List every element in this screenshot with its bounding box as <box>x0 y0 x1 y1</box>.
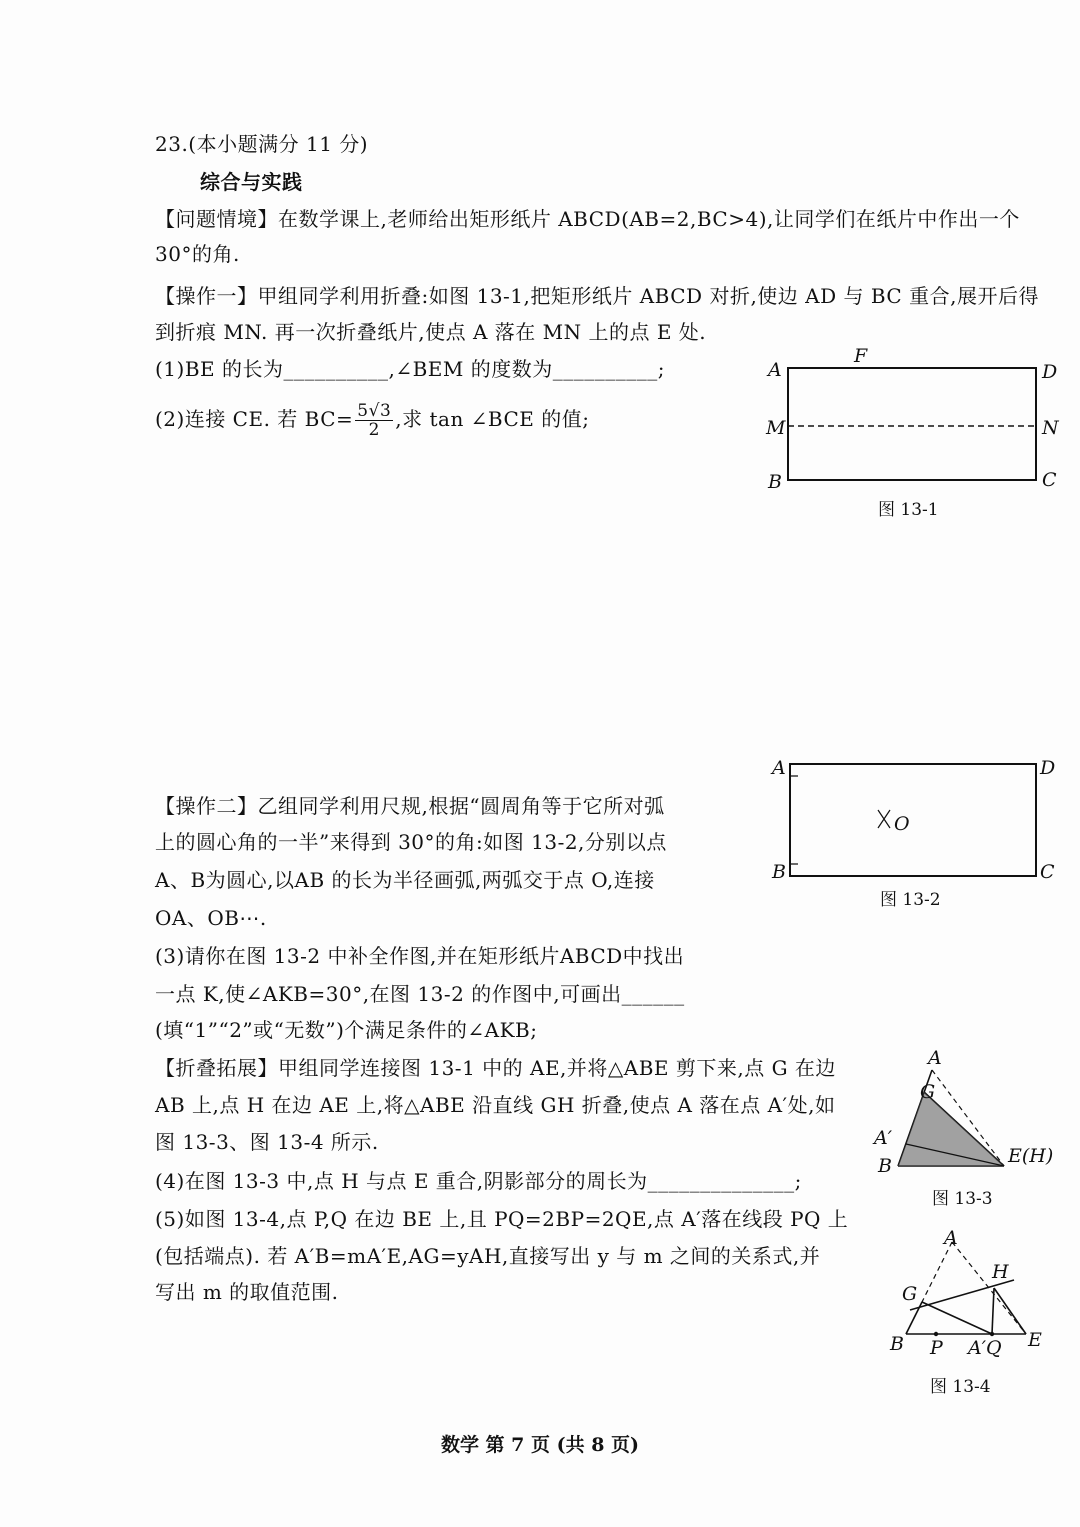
ext-line-3: 图 13-3、图 13-4 所示. <box>155 1130 379 1154</box>
figure-13-3 <box>868 1048 1068 1178</box>
q2-numerator: 5√3 <box>357 401 392 421</box>
problem-header: 23.(本小题满分 11 分) <box>155 132 369 156</box>
fig4-edge-ha1 <box>992 1288 994 1334</box>
q3-line-1: (3)请你在图 13-2 中补全作图,并在矩形纸片ABCD中找出 <box>155 944 685 968</box>
q2-suffix: ,求 tan ∠BCE 的值; <box>395 407 590 431</box>
op1-line-2: 到折痕 MN. 再一次折叠纸片,使点 A 落在 MN 上的点 E 处. <box>155 320 707 344</box>
fig4-side-he <box>994 1288 1026 1334</box>
q5-line-3: 写出 m 的取值范围. <box>155 1280 339 1304</box>
fig3-shaded-region <box>898 1092 1004 1166</box>
fig3-caption: 图 13-3 <box>932 1189 993 1209</box>
fig1-label-m: M <box>766 417 786 439</box>
fig3-label-g: G <box>920 1081 936 1103</box>
fig1-label-f: F <box>854 345 868 367</box>
fig4-label-p: P <box>930 1337 943 1359</box>
op2-line-3: A、B为圆心,以AB 的长为半径画弧,两弧交于点 O,连接 <box>155 868 655 892</box>
fig1-label-c: C <box>1042 469 1057 490</box>
fig2-label-d: D <box>1040 757 1056 779</box>
fig4-edge-ga1 <box>922 1302 992 1334</box>
q2-prefix: (2)连接 CE. 若 BC= <box>155 407 354 431</box>
fig2-rectangle <box>790 764 1036 876</box>
fig2-corner-marks <box>790 776 798 864</box>
ext-line-2: AB 上,点 H 在边 AE 上,将△ABE 沿直线 GH 折叠,使点 A 落在点 A′处,如 <box>155 1093 836 1117</box>
fig1-label-d: D <box>1042 361 1058 383</box>
fig4-label-a-prime-q: A′Q <box>968 1337 1002 1359</box>
context-line-1: 【问题情境】在数学课上,老师给出矩形纸片 ABCD(AB=2,BC>4),让同学们在纸片中作出一个 <box>155 207 1020 231</box>
context-line-2: 30°的角. <box>155 242 240 266</box>
fig2-label-b: B <box>772 861 786 883</box>
q3-line-3: (填“1”“2”或“无数”)个满足条件的∠AKB; <box>155 1018 538 1042</box>
fig4-point-a1 <box>990 1332 994 1336</box>
fig4-label-b: B <box>890 1333 904 1355</box>
q3-line-2: 一点 K,使∠AKB=30°,在图 13-2 的作图中,可画出______ <box>155 982 685 1006</box>
op2-line-2: 上的圆心角的一半”来得到 30°的角:如图 13-2,分别以点 <box>155 830 667 854</box>
fig4-label-g: G <box>902 1283 918 1305</box>
fig1-caption: 图 13-1 <box>878 500 939 520</box>
page-footer: 数学 第 7 页 (共 8 页) <box>440 1434 640 1456</box>
fig2-caption: 图 13-2 <box>880 890 941 910</box>
fig1-label-b: B <box>768 471 782 490</box>
question-1: (1)BE 的长为__________,∠BEM 的度数为__________; <box>155 357 665 381</box>
question-4: (4)在图 13-3 中,点 H 与点 E 重合,阴影部分的周长为______________; <box>155 1169 802 1193</box>
ext-line-1: 【折叠拓展】甲组同学连接图 13-1 中的 AE,并将△ABE 剪下来,点 G 在边 <box>155 1056 836 1080</box>
fig4-label-e: E <box>1028 1329 1042 1351</box>
fig2-arc-cross <box>878 810 890 828</box>
op2-line-4: OA、OB⋯. <box>155 906 267 930</box>
fig2-label-o: O <box>894 813 910 835</box>
problem-subtitle: 综合与实践 <box>200 170 303 194</box>
fig1-rectangle <box>788 368 1036 480</box>
fig4-label-h: H <box>992 1261 1009 1283</box>
fig2-label-a: A <box>772 757 786 779</box>
q5-line-2: (包括端点). 若 A′B=mA′E,AG=yAH,直接写出 y 与 m 之间的关系式,并 <box>155 1244 821 1268</box>
fig4-label-a: A <box>944 1228 958 1249</box>
figure-13-4 <box>880 1228 1050 1368</box>
fig2-label-c: C <box>1040 861 1055 883</box>
fig1-label-a: A <box>768 359 782 381</box>
fig1-label-n: N <box>1042 417 1059 439</box>
fig3-label-e-h: E(H) <box>1008 1145 1054 1167</box>
fig3-label-a-prime: A′ <box>874 1127 893 1149</box>
figure-13-1 <box>760 340 1060 490</box>
figure-13-2 <box>760 750 1060 890</box>
fig4-caption: 图 13-4 <box>930 1377 991 1397</box>
op1-line-1: 【操作一】甲组同学利用折叠:如图 13-1,把矩形纸片 ABCD 对折,使边 AD 与 BC 重合,展开后得 <box>155 284 1039 308</box>
fig4-point-p <box>934 1332 938 1336</box>
fig3-label-b: B <box>878 1155 892 1177</box>
op2-line-1: 【操作二】乙组同学利用尺规,根据“圆周角等于它所对弧 <box>155 794 665 818</box>
q2-denominator: 2 <box>368 420 380 440</box>
q5-line-1: (5)如图 13-4,点 P,Q 在边 BE 上,且 PQ=2BP=2QE,点 A′落在线段 PQ 上 <box>155 1207 849 1231</box>
q2-fraction <box>355 402 393 439</box>
fig3-label-a: A <box>928 1048 942 1069</box>
question-2 <box>155 402 590 439</box>
